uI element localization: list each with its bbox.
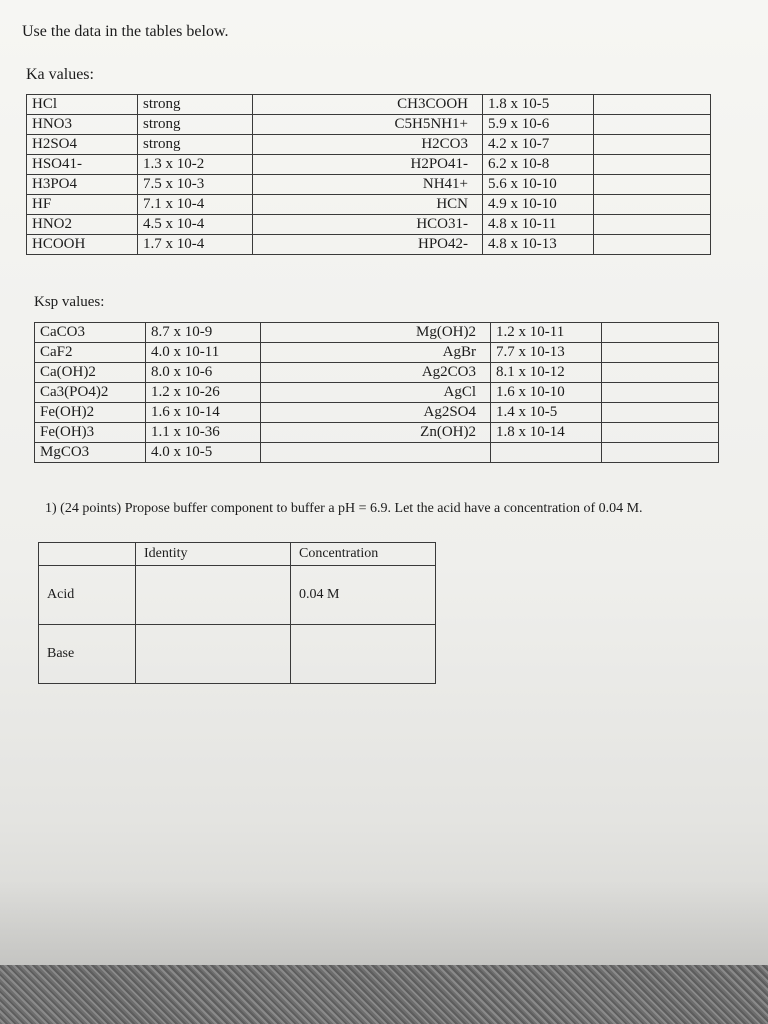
ka-row (27, 235, 711, 255)
ka-table (26, 94, 711, 255)
ka-species-left: HCl (27, 95, 138, 115)
answer-row (39, 625, 436, 684)
ksp-value-right: 1.6 x 10-10 (491, 383, 602, 403)
ka-value-right: 1.8 x 10-5 (483, 95, 594, 115)
ka-value-left: 1.7 x 10-4 (138, 235, 253, 255)
ksp-value-left: 1.2 x 10-26 (146, 383, 261, 403)
ka-species-right: CH3COOH (253, 95, 483, 115)
ka-row (27, 95, 711, 115)
ksp-species-right (261, 443, 491, 463)
ksp-species-right: Ag2CO3 (261, 363, 491, 383)
ksp-species-right: Mg(OH)2 (261, 323, 491, 343)
ksp-species-left: Ca3(PO4)2 (35, 383, 146, 403)
ka-value-left: strong (138, 135, 253, 155)
ka-empty-cell (594, 215, 711, 235)
ka-value-left: 1.3 x 10-2 (138, 155, 253, 175)
question-text: 1) (24 points) Propose buffer component to buffer a pH = 6.9. Let the acid have a concentration of 0.04 M. (45, 501, 643, 516)
ksp-empty-cell (602, 423, 719, 443)
ksp-value-left: 8.0 x 10-6 (146, 363, 261, 383)
ksp-row (35, 383, 719, 403)
ka-value-left: strong (138, 95, 253, 115)
ka-value-left: strong (138, 115, 253, 135)
ka-species-left: H2SO4 (27, 135, 138, 155)
answer-row-label: Acid (39, 566, 136, 625)
ksp-label: Ksp values: (34, 294, 105, 310)
ka-value-left: 7.1 x 10-4 (138, 195, 253, 215)
ksp-value-right: 1.2 x 10-11 (491, 323, 602, 343)
ka-species-left: HF (27, 195, 138, 215)
ksp-value-left: 4.0 x 10-11 (146, 343, 261, 363)
ka-species-right: HCO31- (253, 215, 483, 235)
ksp-species-right: Zn(OH)2 (261, 423, 491, 443)
concentration-answer-cell[interactable] (291, 625, 436, 684)
ka-species-right: H2PO41- (253, 155, 483, 175)
ka-value-left: 4.5 x 10-4 (138, 215, 253, 235)
ka-value-right: 4.8 x 10-13 (483, 235, 594, 255)
ksp-species-left: MgCO3 (35, 443, 146, 463)
page-shadow (0, 880, 768, 965)
ka-species-right: HCN (253, 195, 483, 215)
ka-row (27, 155, 711, 175)
ka-empty-cell (594, 115, 711, 135)
ka-species-right: C5H5NH1+ (253, 115, 483, 135)
ksp-empty-cell (602, 383, 719, 403)
ksp-species-left: CaF2 (35, 343, 146, 363)
ka-value-right: 4.9 x 10-10 (483, 195, 594, 215)
ksp-row (35, 323, 719, 343)
ka-empty-cell (594, 155, 711, 175)
identity-answer-cell[interactable] (136, 566, 291, 625)
carpet-background (0, 965, 768, 1024)
ka-species-left: HCOOH (27, 235, 138, 255)
ksp-empty-cell (602, 443, 719, 463)
answer-row-label: Base (39, 625, 136, 684)
ksp-empty-cell (602, 363, 719, 383)
ksp-table (34, 322, 719, 463)
ka-empty-cell (594, 135, 711, 155)
ksp-species-right: AgCl (261, 383, 491, 403)
ka-empty-cell (594, 175, 711, 195)
ka-label: Ka values: (26, 66, 94, 83)
ka-value-right: 5.9 x 10-6 (483, 115, 594, 135)
answer-table (38, 542, 436, 684)
ksp-row (35, 423, 719, 443)
answer-row (39, 566, 436, 625)
intro-text: Use the data in the tables below. (22, 23, 229, 40)
ka-value-right: 6.2 x 10-8 (483, 155, 594, 175)
ksp-value-left: 4.0 x 10-5 (146, 443, 261, 463)
ksp-value-right: 1.8 x 10-14 (491, 423, 602, 443)
ksp-species-right: AgBr (261, 343, 491, 363)
ksp-species-left: Fe(OH)3 (35, 423, 146, 443)
ka-species-left: H3PO4 (27, 175, 138, 195)
ksp-value-left: 1.6 x 10-14 (146, 403, 261, 423)
ka-species-left: HNO2 (27, 215, 138, 235)
ka-row (27, 135, 711, 155)
ka-empty-cell (594, 195, 711, 215)
ksp-value-left: 1.1 x 10-36 (146, 423, 261, 443)
ka-species-left: HNO3 (27, 115, 138, 135)
answer-header-cell (39, 543, 136, 566)
ksp-value-left: 8.7 x 10-9 (146, 323, 261, 343)
ksp-row (35, 343, 719, 363)
ksp-species-left: CaCO3 (35, 323, 146, 343)
ka-species-right: H2CO3 (253, 135, 483, 155)
ka-species-right: HPO42- (253, 235, 483, 255)
ksp-value-right (491, 443, 602, 463)
ka-row (27, 195, 711, 215)
ksp-empty-cell (602, 403, 719, 423)
ka-row (27, 175, 711, 195)
ka-row (27, 215, 711, 235)
answer-header-cell: Concentration (291, 543, 436, 566)
ksp-value-right: 8.1 x 10-12 (491, 363, 602, 383)
ksp-row (35, 403, 719, 423)
identity-answer-cell[interactable] (136, 625, 291, 684)
ka-value-left: 7.5 x 10-3 (138, 175, 253, 195)
ksp-species-right: Ag2SO4 (261, 403, 491, 423)
ksp-row (35, 363, 719, 383)
ka-row (27, 115, 711, 135)
ka-value-right: 5.6 x 10-10 (483, 175, 594, 195)
ka-value-right: 4.8 x 10-11 (483, 215, 594, 235)
ka-empty-cell (594, 235, 711, 255)
ksp-row (35, 443, 719, 463)
ka-species-right: NH41+ (253, 175, 483, 195)
answer-header-row (39, 543, 436, 566)
ka-empty-cell (594, 95, 711, 115)
ka-value-right: 4.2 x 10-7 (483, 135, 594, 155)
ksp-empty-cell (602, 343, 719, 363)
ksp-empty-cell (602, 323, 719, 343)
ksp-species-left: Fe(OH)2 (35, 403, 146, 423)
ksp-species-left: Ca(OH)2 (35, 363, 146, 383)
ksp-value-right: 1.4 x 10-5 (491, 403, 602, 423)
ksp-value-right: 7.7 x 10-13 (491, 343, 602, 363)
concentration-answer-cell[interactable]: 0.04 M (291, 566, 436, 625)
ka-species-left: HSO41- (27, 155, 138, 175)
answer-header-cell: Identity (136, 543, 291, 566)
